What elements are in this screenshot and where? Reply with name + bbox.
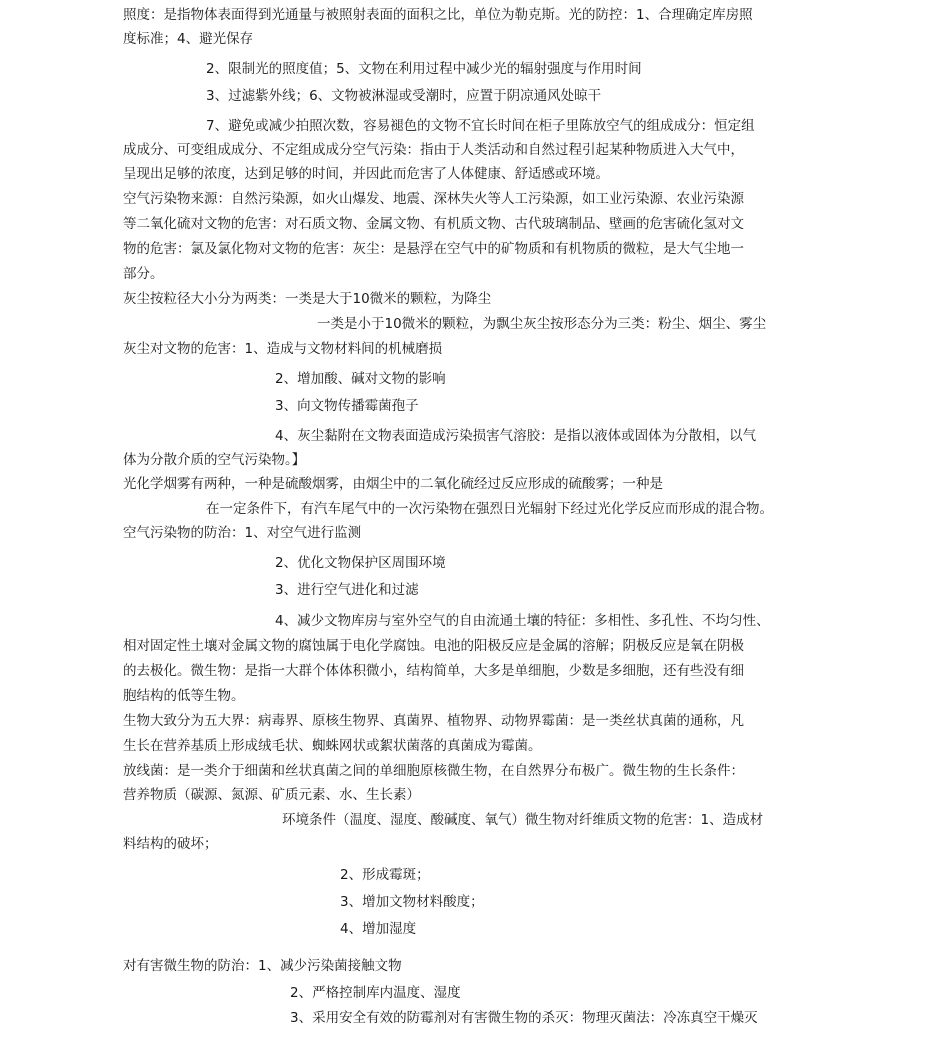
text-line: 等二氧化硫对文物的危害：对石质文物、金属文物、有机质文物、古代玻璃制品、壁画的危害硫化氢对文	[123, 216, 744, 232]
text-line: 营养物质（碳源、氮源、矿质元素、水、生长素）	[123, 787, 420, 803]
text-line: 部分。	[123, 266, 164, 282]
text-line: 3、过滤紫外线；6、文物被淋湿或受潮时，应置于阴凉通风处晾干	[206, 88, 602, 104]
text-line: 空气污染物的防治：1、对空气进行监测	[123, 525, 362, 541]
text-line: 体为分散介质的空气污染物。】	[123, 452, 306, 468]
text-line: 3、进行空气进化和过滤	[275, 582, 419, 598]
text-line: 环境条件（温度、湿度、酸碱度、氧气）微生物对纤维质文物的危害：1、造成材	[282, 812, 764, 828]
text-line: 呈现出足够的浓度，达到足够的时间，并因此而危害了人体健康、舒适感或环境。	[123, 166, 609, 182]
text-line: 3、增加文物材料酸度；	[340, 894, 484, 910]
text-line: 灰尘按粒径大小分为两类：一类是大于10微米的颗粒，为降尘	[123, 291, 492, 307]
text-line: 2、形成霉斑；	[340, 867, 430, 883]
text-line: 3、向文物传播霉菌孢子	[275, 398, 419, 414]
text-line: 对有害微生物的防治：1、减少污染菌接触文物	[123, 958, 402, 974]
text-line: 4、增加湿度	[340, 921, 417, 937]
text-line: 生物大致分为五大界：病毒界、原核生物界、真菌界、植物界、动物界霉菌：是一类丝状真菌的通称，凡	[123, 713, 744, 729]
text-line: 在一定条件下，有汽车尾气中的一次污染物在强烈日光辐射下经过光化学反应而形成的混合物。	[206, 501, 773, 517]
text-line: 生长在营养基质上形成绒毛状、蜘蛛网状或絮状菌落的真菌成为霉菌。	[123, 738, 542, 754]
text-line: 料结构的破坏；	[123, 836, 218, 852]
text-line: 放线菌：是一类介于细菌和丝状真菌之间的单细胞原核微生物，在自然界分布极广。微生物的生长条件：	[123, 763, 744, 779]
text-line: 灰尘对文物的危害：1、造成与文物材料间的机械磨损	[123, 341, 443, 357]
text-line: 度标准；4、避光保存	[123, 31, 254, 47]
text-line: 物的危害：氯及氯化物对文物的危害：灰尘：是悬浮在空气中的矿物质和有机物质的微粒，是大气尘地一	[123, 241, 744, 257]
text-line: 4、灰尘黏附在文物表面造成污染损害气溶胶：是指以液体或固体为分散相，以气	[275, 428, 757, 444]
text-line: 2、增加酸、碱对文物的影响	[275, 371, 446, 387]
text-line: 空气污染物来源：自然污染源，如火山爆发、地震、深林失火等人工污染源，如工业污染源、农业污染源	[123, 191, 744, 207]
text-line: 4、减少文物库房与室外空气的自由流通土壤的特征：多相性、多孔性、不均匀性、	[275, 613, 770, 629]
text-line: 的去极化。微生物：是指一大群个体体积微小，结构简单，大多是单细胞，少数是多细胞，还有些没有细	[123, 663, 744, 679]
text-line: 胞结构的低等生物。	[123, 688, 245, 704]
text-line: 3、采用安全有效的防霉剂对有害微生物的杀灭：物理灭菌法：冷冻真空干燥灭	[290, 1010, 758, 1026]
text-line: 7、避免或减少拍照次数，容易褪色的文物不宜长时间在柜子里陈放空气的组成成分：恒定组	[206, 118, 755, 134]
text-line: 成成分、可变组成成分、不定组成成分空气污染：指由于人类活动和自然过程引起某种物质进入大气中，	[123, 142, 744, 158]
text-line: 光化学烟雾有两种，一种是硫酸烟雾，由烟尘中的二氧化硫经过反应形成的硫酸雾；一种是	[123, 476, 663, 492]
text-line: 2、优化文物保护区周围环境	[275, 555, 446, 571]
text-line: 2、限制光的照度值；5、文物在利用过程中减少光的辐射强度与作用时间	[206, 61, 642, 77]
text-line: 2、严格控制库内温度、湿度	[290, 985, 461, 1001]
text-line: 一类是小于10微米的颗粒，为飘尘灰尘按形态分为三类：粉尘、烟尘、雾尘	[317, 316, 767, 332]
text-line: 相对固定性土壤对金属文物的腐蚀属于电化学腐蚀。电池的阳极反应是金属的溶解；阴极反应是氧在阴极	[123, 638, 744, 654]
text-line: 照度：是指物体表面得到光通量与被照射表面的面积之比，单位为勒克斯。光的防控：1、合理确定库房照	[123, 7, 753, 23]
